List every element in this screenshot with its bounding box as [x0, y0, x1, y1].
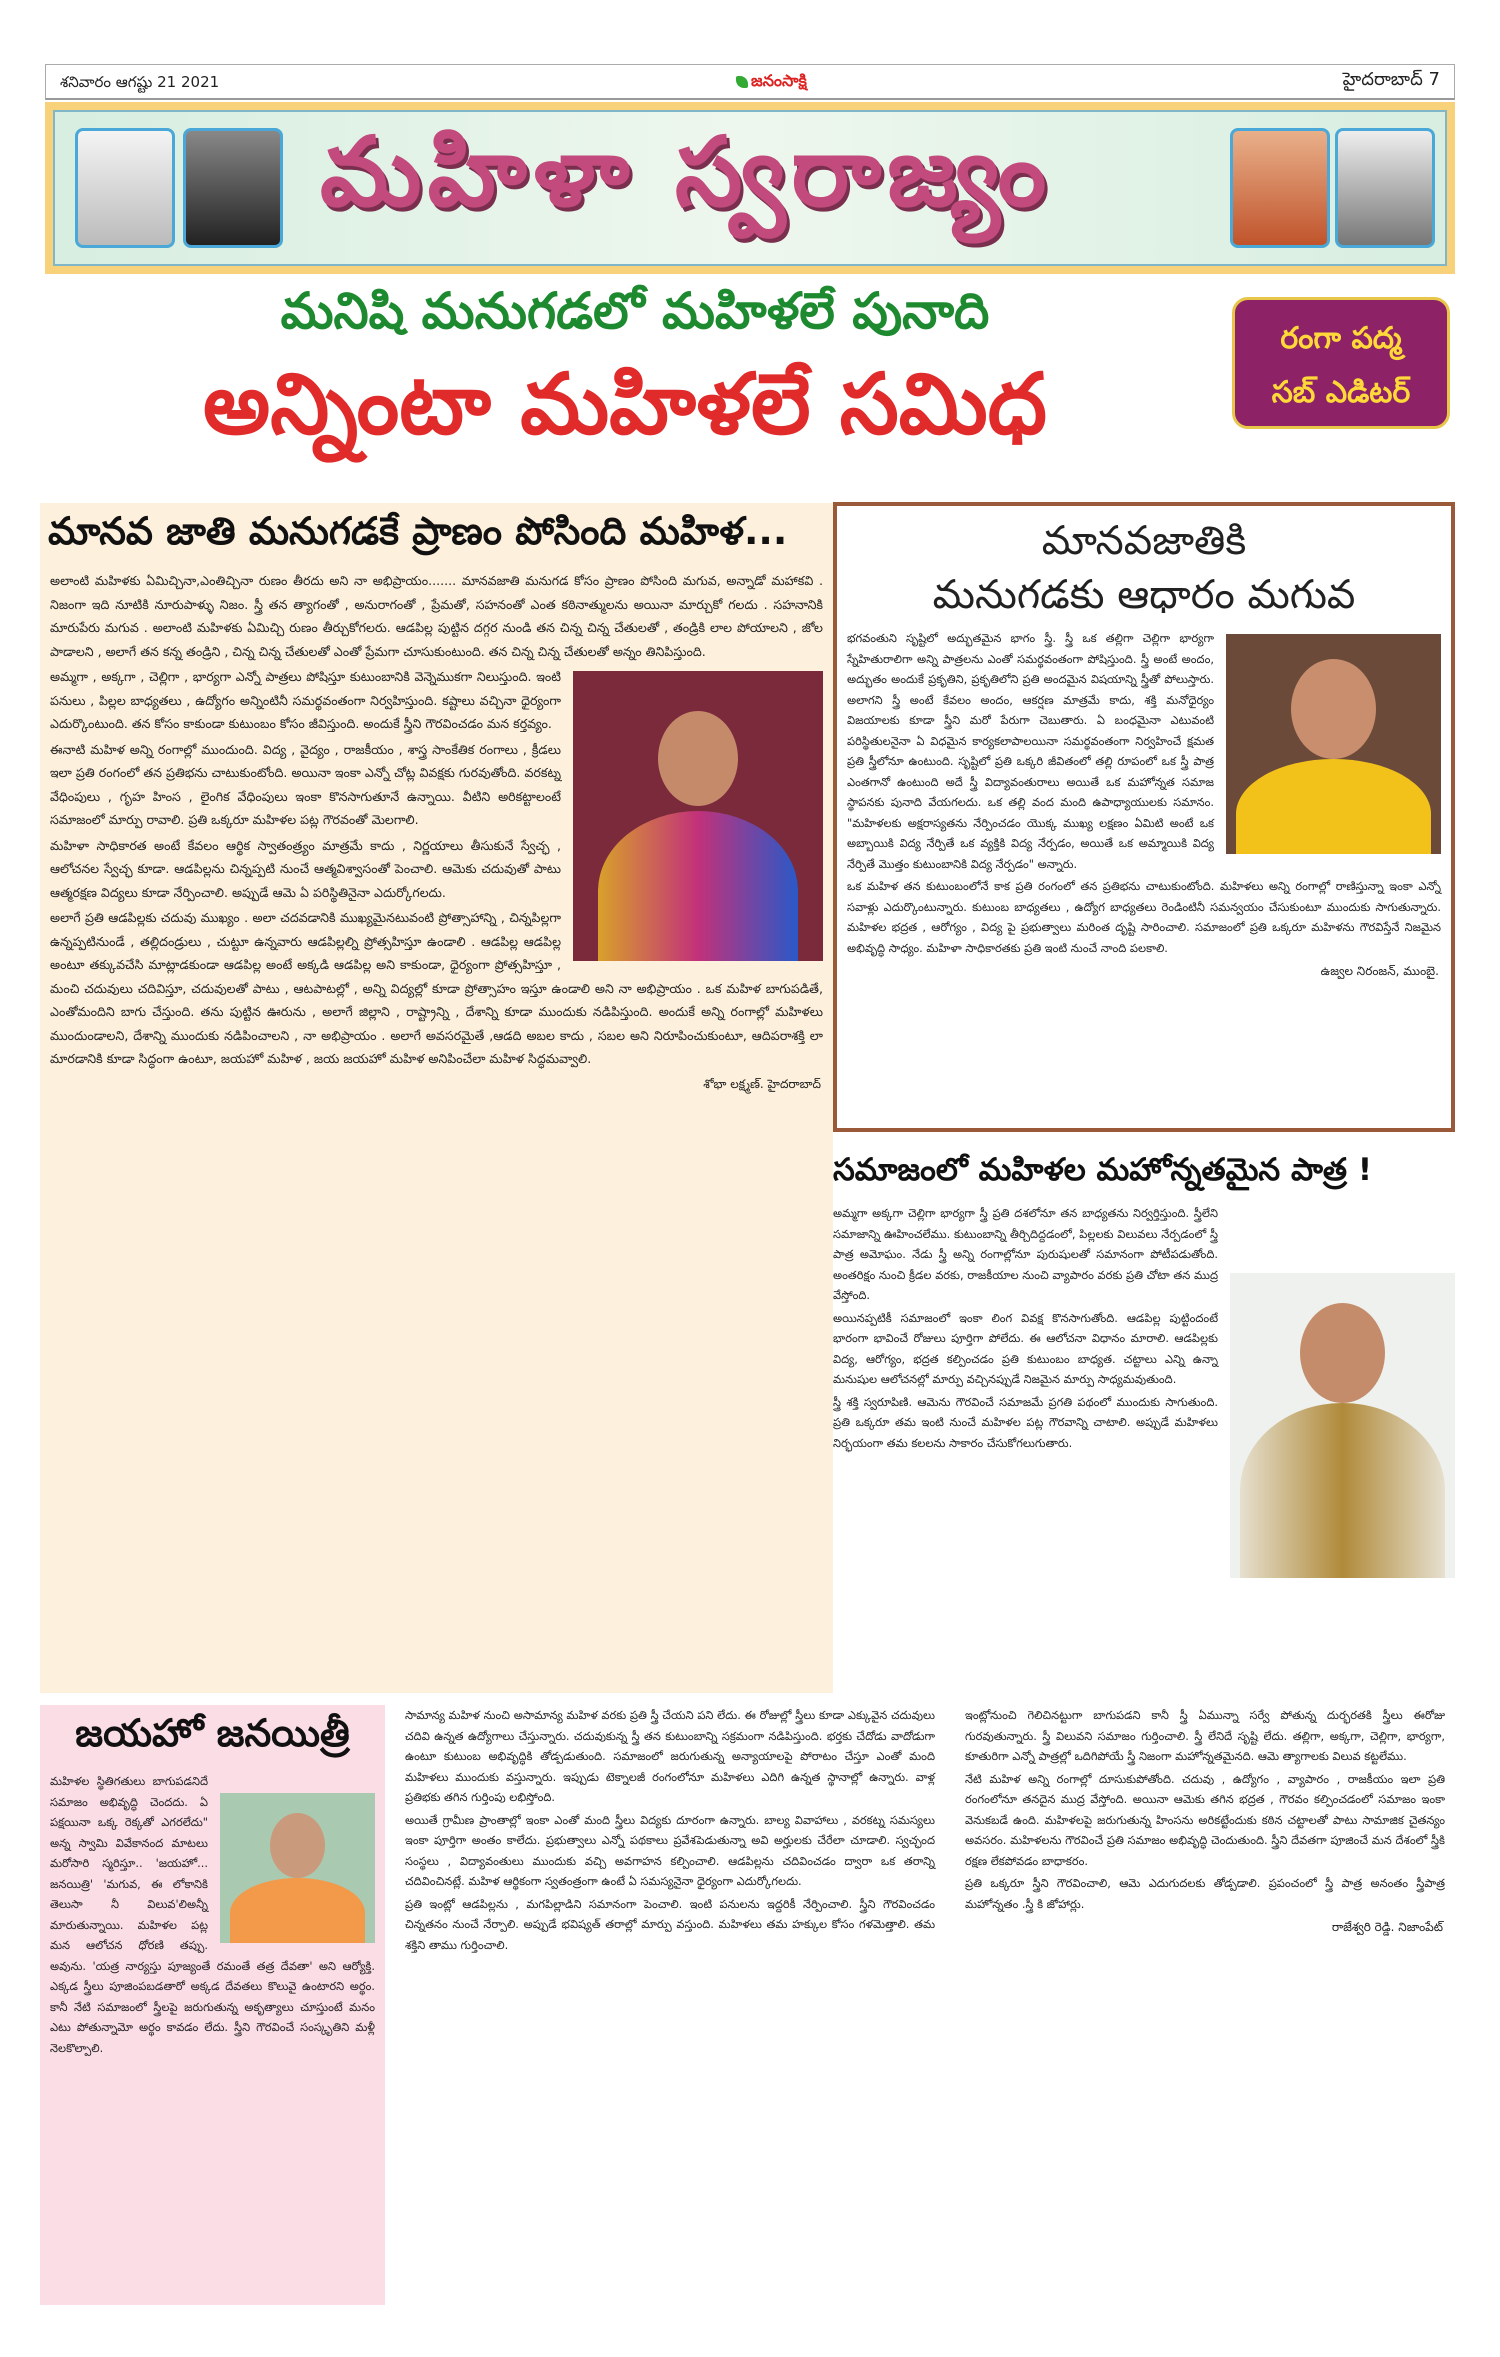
article-paragraph: అమ్మగా అక్కగా చెల్లిగా భార్యగా స్త్రీ ప్రతి దశలోనూ తన బాధ్యతను నిర్వర్తిస్తుంది. స్త్రీలేని సమాజాన్ని ఊహించలేము. కుటుంబాన్ని తీర్చిదిద్దడంలో, పిల్లలకు విలువలు నేర్పడంలో స్త్రీ పాత్ర అమోఘం. నేడు స్త్రీ అన్ని రంగాల్లోనూ పురుషులతో సమానంగా పోటీపడుతోంది. అంతరిక్షం నుంచి క్రీడల వరకు, రాజకీయాల నుంచి వ్యాపారం వరకు ప్రతి చోటా తన ముద్ర వేస్తోంది.	[833, 1206, 1218, 1302]
section-title: మహిళా స్వరాజ్యం	[320, 116, 1053, 228]
portrait-image	[1230, 128, 1330, 248]
headline-main: అన్నింటా మహిళలే సమిధ	[203, 355, 1047, 453]
article-paragraph: అలాంటి మహిళకు ఏమిచ్చినా,ఎంతిచ్చినా రుణం తీరదు అని నా అభిప్రాయం....... మానవజాతి మనుగడ కోసం ప్రాణం పోసింది మగువ, అన్నాడో మహాకవి . నిజంగా ఇది నూటికి నూరుపాళ్ళు నిజం. స్త్రీ తన త్యాగంతో , అనురాగంతో , ప్రేమతో, సహనంతో ఎంత కఠినాత్ములను అయినా మార్చుకో గలదు . సహనానికి మారుపేరు మగువ . అలాంటి మహిళకు ఏమిచ్చి రుణం తీర్చుకోగలరు. ఆడపిల్ల పుట్టిన దగ్గర నుండి తన చిన్న చిన్న చేతులతో , తండ్రికి లాల పోయాలని , జోల పాడాలని , అలాగే తన కన్న తండ్రిని , చిన్న చిన్న చేతులతో ఎంతో ప్రేమగా చూసుకుంటుంది. తన చిన్న చిన్న చేతులతో అన్నం తినిపిస్తుంది.	[50, 573, 823, 659]
article-title: మానవ జాతి మనుగడకే ప్రాణం పోసింది మహిళ...	[48, 509, 788, 553]
article-title-line2: మనుగడకు ఆధారం మగువ	[932, 572, 1356, 618]
article-4-right-column	[955, 1705, 1455, 2305]
article-title: జయహో జనయిత్రీ	[75, 1711, 350, 1755]
article-paragraph: ప్రతి ఒక్కరూ స్త్రీని గౌరవించాలి, ఆమె ఎదుగుదలకు తోడ్పడాలి. ప్రపంచంలో స్త్రీ పాత్ర అనంతం స్త్రీపాత్ర మహోన్నతం .స్త్రీ కి జోహార్లు.	[965, 1876, 1445, 1911]
portrait-image	[75, 128, 175, 248]
portrait-image	[183, 128, 283, 248]
article-paragraph: స్త్రీ శక్తి స్వరూపిణి. ఆమెను గౌరవించే సమాజమే ప్రగతి పథంలో ముందుకు సాగుతుంది. ప్రతి ఒక్కరూ తమ ఇంటి నుంచే మహిళల పట్ల గౌరవాన్ని చాటాలి. అప్పుడే మహిళలు నిర్భయంగా తమ కలలను సాకారం చేసుకోగలుగుతారు.	[833, 1394, 1218, 1450]
article-title-line1: మానవజాతికి	[1041, 518, 1247, 564]
page-header	[45, 64, 1455, 100]
headline-top: మనిషి మనుగడలో మహిళలే పునాది	[280, 282, 990, 340]
article-byline: రాజేశ్వరి రెడ్డి. నిజాంపేట్	[1331, 1920, 1443, 1934]
editor-role: సబ్ ఎడిటర్	[1271, 375, 1411, 410]
article-paragraph: అమ్మగా , అక్కగా , చెల్లిగా , భార్యగా ఎన్నో పాత్రలు పోషిస్తూ కుటుంబానికి వెన్నెముకగా నిలుస్తుంది. ఇంటి పనులు , పిల్లల బాధ్యతలు , ఉద్యోగం అన్నింటినీ సమర్థవంతంగా నిర్వహిస్తుంది. కష్టాలు వచ్చినా ధైర్యంగా ఎదుర్కొంటుంది. తన కోసం కాకుండా కుటుంబం కోసం జీవిస్తుంది. అందుకే స్త్రీని గౌరవించడం మన కర్తవ్యం.	[50, 669, 561, 731]
article-1	[40, 503, 833, 1693]
logo-text: జనంసాక్షి	[751, 71, 807, 90]
editor-name: రంగా పద్మ	[1280, 321, 1402, 356]
author-photo	[1226, 634, 1441, 854]
article-paragraph: మహిళా సాధికారత అంటే కేవలం ఆర్థిక స్వాతంత్ర్యం మాత్రమే కాదు , నిర్ణయాలు తీసుకునే స్వేచ్ఛ , ఆలోచనల స్వేచ్ఛ కూడా. ఆడపిల్లను చిన్నప్పటి నుంచే ఆత్మవిశ్వాసంతో పెంచాలి. ఆమెకు చదువుతో పాటు ఆత్మరక్షణ విద్యలు కూడా నేర్పించాలి. అప్పుడే ఆమె ఏ పరిస్థితినైనా ఎదుర్కోగలదు.	[50, 837, 561, 900]
article-4-box	[40, 1705, 385, 2305]
article-paragraph: మహిళల స్థితిగతులు బాగుపడనిదే సమాజం అభివృద్ధి చెందదు. ఏ పక్షయినా ఒక్క రెక్కతో ఎగరలేదు" అన్న స్వామి వివేకానంద మాటలు మరోసారి స్మరిస్తూ.. 'జయహో... జనయిత్రి' 'మగువ, ఈ లోకానికి తెలుసా నీ విలువ'లిఅన్నీ మారుతున్నాయి. మహిళల పట్ల మన ఆలోచన ధోరణి తప్పు. అవును. 'యత్ర నార్యస్తు పూజ్యంతే రమంతే తత్ర దేవతా' అని ఆర్యోక్తి. ఎక్కడ స్త్రీలు పూజింపబడతారో అక్కడ దేవతలు కొలువై ఉంటారని అర్థం. కానీ నేటి సమాజంలో స్త్రీలపై జరుగుతున్న అకృత్యాలు చూస్తుంటే మనం ఎటు పోతున్నామో అర్థం కావడం లేదు. స్త్రీని గౌరవించే సంస్కృతిని మళ్లీ నెలకొల్పాలి.	[50, 1774, 375, 2055]
article-byline: ఉజ్వల నిరంజన్, ముంబై.	[1320, 964, 1439, 978]
article-4-middle-column	[395, 1705, 945, 2305]
article-title: సమాజంలో మహిళల మహోన్నతమైన పాత్ర !	[833, 1152, 1372, 1188]
article-paragraph: నేటి మహిళ అన్ని రంగాల్లో దూసుకుపోతోంది. చదువు , ఉద్యోగం , వ్యాపారం , రాజకీయం ఇలా ప్రతి రంగంలోనూ తనదైన ముద్ర వేస్తోంది. అయినా ఆమెకు తగిన భద్రత , గౌరవం కల్పించడంలో సమాజం ఇంకా వెనుకబడే ఉంది. మహిళలపై జరుగుతున్న హింసను అరికట్టేందుకు కఠిన చట్టాలతో పాటు సామాజిక చైతన్యం అవసరం. మహిళలను గౌరవించే ప్రతి సమాజం అభివృద్ధి చెందుతుంది. స్త్రీని దేవతగా పూజించే మన దేశంలో స్త్రీకి రక్షణ లేకపోవడం బాధాకరం.	[965, 1771, 1445, 1868]
newspaper-logo	[736, 71, 807, 94]
portrait-image	[1335, 128, 1435, 248]
author-photo	[573, 671, 823, 961]
article-paragraph: ఈనాటి మహిళ అన్ని రంగాల్లో ముందుంది. విద్య , వైద్యం , రాజకీయం , శాస్త్ర సాంకేతిక రంగాలు , క్రీడలు ఇలా ప్రతి రంగంలో తన ప్రతిభను చాటుకుంటోంది. అయినా ఇంకా ఎన్నో చోట్ల వివక్షకు గురవుతోంది. వరకట్న వేధింపులు , గృహ హింస , లైంగిక వేధింపులు ఇంకా కొనసాగుతూనే ఉన్నాయి. వీటిని అరికట్టాలంటే సమాజంలో మార్పు రావాలి. ప్రతి ఒక్కరూ మహిళల పట్ల గౌరవంతో మెలగాలి.	[50, 741, 561, 827]
article-paragraph: ఇంట్లోనుంచి గెలిచినట్టుగా బాగుపడని కానీ స్త్రీ ఏమున్నా సర్వే పోతున్న దుర్భరతకి స్త్రీలు ఈరోజు గురవుతున్నారు. స్త్రీ విలువని సమాజం గుర్తించాలి. స్త్రీ లేనిదే సృష్టి లేదు. తల్లిగా, అక్కగా, చెల్లిగా, భార్యగా, కూతురిగా ఎన్నో పాత్రల్లో ఒదిగిపోయే స్త్రీ నిజంగా మహోన్నతమైనది. ఆమె త్యాగాలకు విలువ కట్టలేము.	[965, 1708, 1445, 1763]
editor-box	[1232, 297, 1450, 429]
page-location-number: హైదరాబాద్ 7	[1342, 69, 1440, 90]
issue-date: శనివారం ఆగష్టు 21 2021	[60, 73, 220, 91]
author-photo	[220, 1793, 375, 1943]
article-byline: శోభా లక్ష్మణ్. హైదరాబాద్	[703, 1076, 821, 1091]
article-paragraph: ఒక మహిళ తన కుటుంబంలోనే కాక ప్రతి రంగంలో తన ప్రతిభను చాటుకుంటోంది. మహిళలు అన్ని రంగాల్లో రాణిస్తున్నా ఇంకా ఎన్నో సవాళ్లు ఎదుర్కొంటున్నారు. కుటుంబ బాధ్యతలు , ఉద్యోగ బాధ్యతలు రెండింటినీ సమన్వయం చేసుకుంటూ ముందుకు సాగుతున్నారు. మహిళల భద్రత , ఆరోగ్యం , విద్య పై ప్రభుత్వాలు మరింత దృష్టి సారించాలి. సమాజంలో ప్రతి ఒక్కరూ మహిళను గౌరవిస్తేనే నిజమైన అభివృద్ధి సాధ్యం. మహిళా సాధికారతకు ప్రతి ఇంటి నుంచే నాంది పలకాలి.	[847, 879, 1441, 955]
article-3	[833, 1152, 1455, 1692]
article-paragraph: అలాగే ప్రతి ఆడపిల్లకు చదువు ముఖ్యం . అలా చదవడానికి ముఖ్యమైనటువంటి ప్రోత్సాహాన్ని , చిన్నపిల్లగా ఉన్నప్పటినుండే , తల్లిదండ్రులు , చుట్టూ ఉన్నవారు ఆడపిల్లల్ని ప్రోత్సహిస్తూ ఉండాలి . ఆడపిల్ల ఆడపిల్ల అంటూ తక్కువచేసి మాట్లాడకుండా ఆడపిల్ల అంటే అక్కడి ఆడపిల్ల అని కాకుండా, ధైర్యంగా ప్రోత్సహిస్తూ , మంచి చదువులు చదివిస్తూ, చదువులతో పాటు , ఆటపాటల్లో , అన్ని విద్యల్లో కూడా ప్రోత్సాహం ఇస్తూ ఉండాలి అని నా అభిప్రాయం . ఒక మహిళ బాగుపడితే, ఎంతోమందిని బాగు చేస్తుంది. తను పుట్టిన ఊరును , అలాగే జిల్లాని , రాష్ట్రాన్ని , దేశాన్ని కూడా ముందుకు నడిపిస్తుంది. అందుకే అన్ని రంగాల్లో మహిళలు ముందుండాలని, దేశాన్ని ముందుకు నడిపించాలని , నా అభిప్రాయం . అలాగే అవసరమైతే ,ఆడది అబల కాదు , సబల అని నిరూపించుకుంటూ, ఆదిపరాశక్తి లా మారడానికి కూడా సిద్ధంగా ఉంటూ, జయహో మహిళ , జయ జయహో మహిళ అనిపించేలా మహిళ సిద్ధమవ్వాలి.	[50, 910, 823, 1066]
article-paragraph: ప్రతి ఇంట్లో ఆడపిల్లను , మగపిల్లాడిని సమానంగా పెంచాలి. ఇంటి పనులను ఇద్దరికీ నేర్పించాలి. స్త్రీని గౌరవించడం చిన్నతనం నుంచే నేర్పాలి. అప్పుడే భవిష్యత్ తరాల్లో మార్పు వస్తుంది. మహిళలు తమ హక్కుల కోసం గళమెత్తాలి. తమ శక్తిని తాము గుర్తించాలి.	[405, 1896, 935, 1952]
author-photo	[1230, 1273, 1455, 1578]
logo-leaf-icon	[736, 76, 748, 88]
article-2	[833, 502, 1455, 1132]
article-paragraph: అయితే గ్రామీణ ప్రాంతాల్లో ఇంకా ఎంతో మంది స్త్రీలు విద్యకు దూరంగా ఉన్నారు. బాల్య వివాహాలు , వరకట్న సమస్యలు ఇంకా పూర్తిగా అంతం కాలేదు. ప్రభుత్వాలు ఎన్నో పథకాలు ప్రవేశపెడుతున్నా అవి అర్హులకు చేరేలా చూడాలి. స్వచ్ఛంద సంస్థలు , విద్యావంతులు ముందుకు వచ్చి అవగాహన కల్పించాలి. ఆడపిల్లను చదివించడం ద్వారా ఒక తరాన్ని చదివించినట్లే. మహిళ ఆర్థికంగా స్వతంత్రంగా ఉంటే ఏ సమస్యనైనా ధైర్యంగా ఎదుర్కోగలదు.	[405, 1812, 935, 1888]
article-paragraph: సామాన్య మహిళ నుంచి అసామాన్య మహిళ వరకు ప్రతి స్త్రీ చేయని పని లేదు. ఈ రోజుల్లో స్త్రీలు కూడా ఎక్కువైన చదువులు చదివి ఉన్నత ఉద్యోగాలు చేస్తున్నారు. చదువుకున్న స్త్రీ తన కుటుంబాన్ని సక్రమంగా నడిపిస్తుంది. భర్తకు చేదోడు వాదోడుగా ఉంటూ కుటుంబ అభివృద్ధికి తోడ్పడుతుంది. సమాజంలో జరుగుతున్న అన్యాయాలపై పోరాటం చేస్తూ ఎంతో మంది మహిళలు ముందుకు వస్తున్నారు. ఇప్పుడు టెక్నాలజీ రంగంలోనూ మహిళలు ఎదిగి ఉన్నత స్థానాల్లో ఉన్నారు. వాళ్ల ప్రతిభకు తగిన గుర్తింపు లభిస్తోంది.	[405, 1708, 935, 1804]
section-banner	[45, 102, 1455, 274]
article-paragraph: భగవంతుని సృష్టిలో అద్భుతమైన భాగం స్త్రీ. స్త్రీ ఒక తల్లిగా చెల్లిగా భార్యగా స్నేహితురాలిగా అన్ని పాత్రలను ఎంతో సమర్థవంతంగా పోషిస్తుంది. స్త్రీ అంటే అందం, అద్భుతం అందుకే ప్రకృతిని, ప్రకృతిలోని ప్రతి అందమైన విషయాన్ని స్త్రీతో పోలుస్తారు. అలాగని స్త్రీ అంటే కేవలం అందం, ఆకర్షణ మాత్రమే కాదు, శక్తి మనోధైర్యం విజయాలకు కూడా స్త్రీని మరో పేరుగా చెబుతారు. ఏ బంధమైనా ఎటువంటి పరిస్థితులనైనా ఏ విధమైన కార్యకలాపాలయినా సమర్థవంతంగా నిర్వహించే క్షమత ప్రతి స్త్రీలోనూ ఉంటుంది. సృష్టిలో ప్రతి ఒక్కరి జీవితంలో తల్లి రూపంలో ఒక స్త్రీ పాత్ర ఎంతగానో ఉంటుంది అదే స్త్రీ విద్యావంతురాలు అయితే ఒక మహోన్నత సమాజ స్థాపనకు పునాది వేయగలదు. ఒక తల్లి వంద మంది ఉపాధ్యాయులకు సమానం. "మహిళలకు అక్షరాస్యతను నేర్పించడం యొక్క ముఖ్య లక్షణం ఏమిటి అంటే ఒక అబ్బాయికి విద్య నేర్పితే ఒక వ్యక్తికి విద్య నేర్పడం, అయితే ఒక అమ్మాయికి విద్య నేర్పితే మొత్తం కుటుంబానికి విద్య నేర్పడం" అన్నారు.	[847, 631, 1214, 871]
article-paragraph: అయినప్పటికీ సమాజంలో ఇంకా లింగ వివక్ష కొనసాగుతోంది. ఆడపిల్ల పుట్టిందంటే భారంగా భావించే రోజులు పూర్తిగా పోలేదు. ఈ ఆలోచనా విధానం మారాలి. ఆడపిల్లకు విద్య, ఆరోగ్యం, భద్రత కల్పించడం ప్రతి కుటుంబం బాధ్యత. చట్టాలు ఎన్ని ఉన్నా మనుషుల ఆలోచనల్లో మార్పు వచ్చినప్పుడే నిజమైన మార్పు సాధ్యమవుతుంది.	[833, 1310, 1218, 1386]
